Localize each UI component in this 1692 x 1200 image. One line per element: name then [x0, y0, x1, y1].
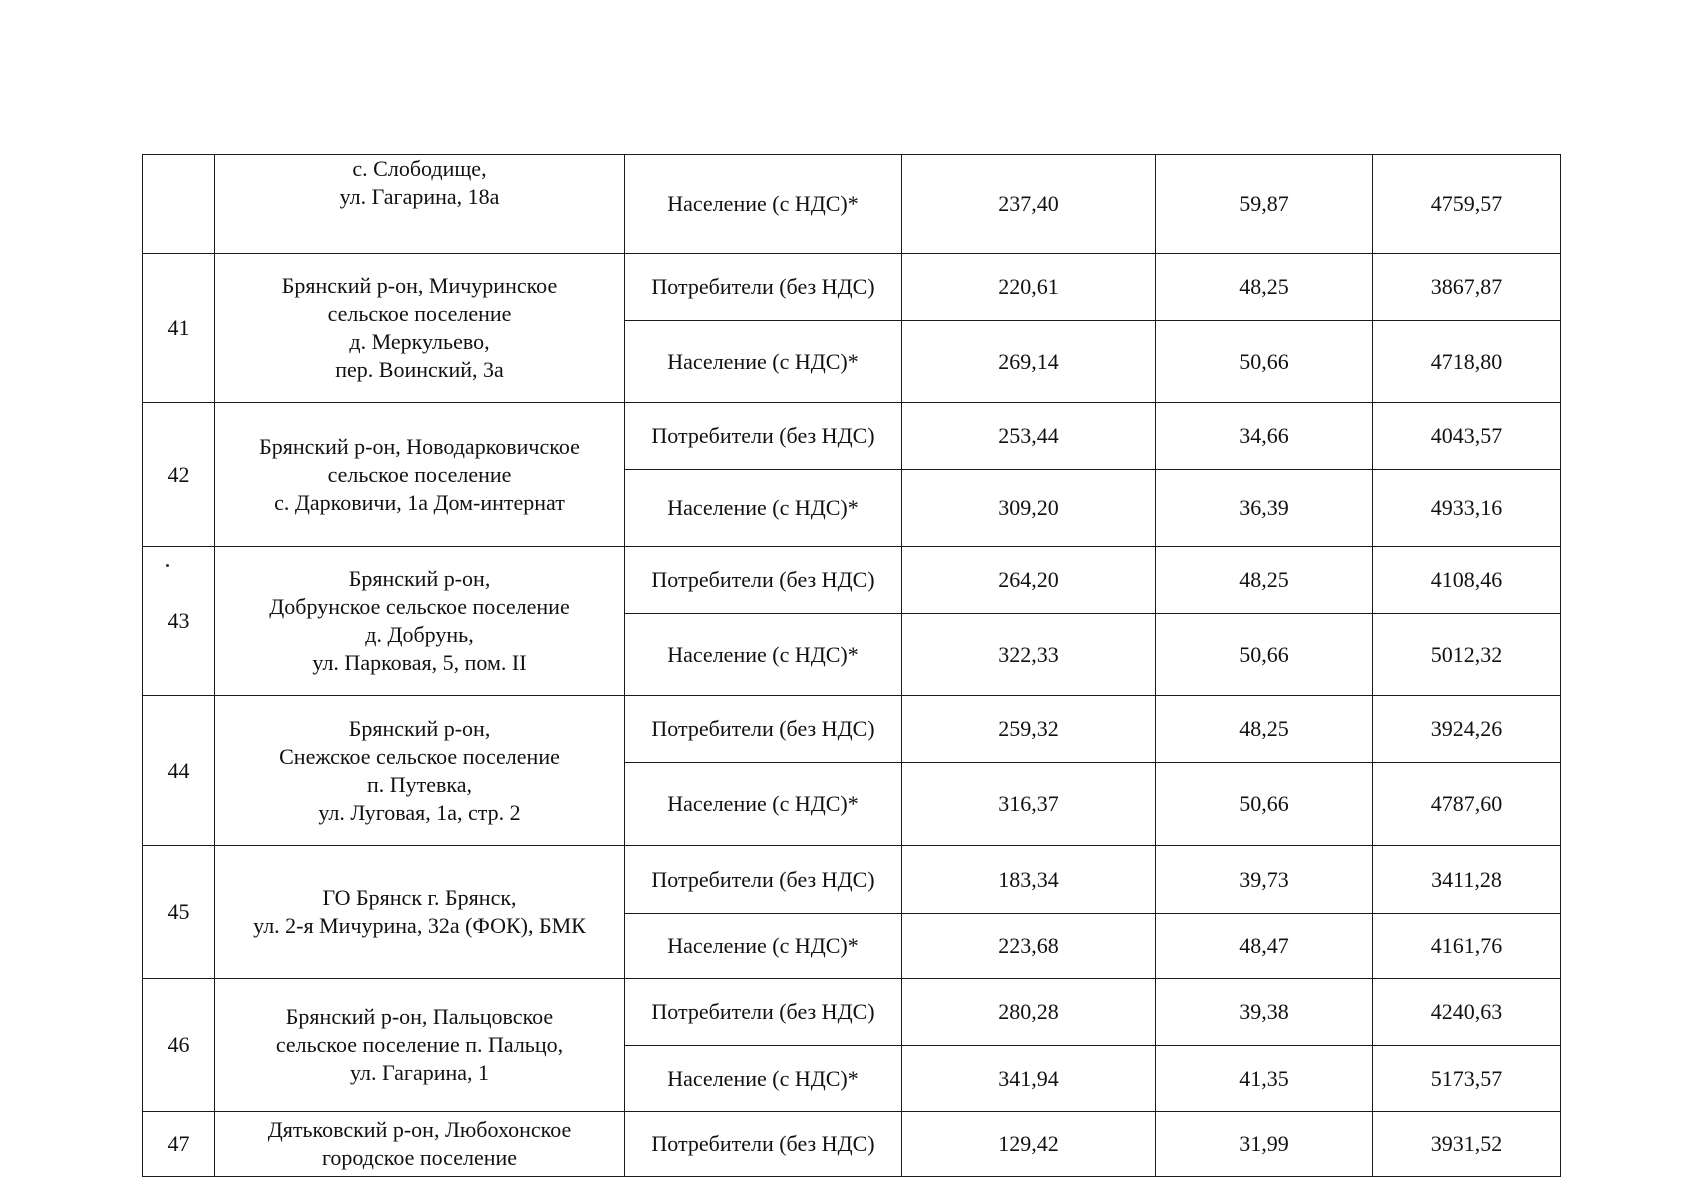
category-cell: Население (с НДС)* [625, 470, 902, 547]
category-cell: Потребители (без НДС) [625, 696, 902, 763]
row-number: 43 [143, 547, 215, 696]
category-cell: Потребители (без НДС) [625, 846, 902, 914]
value-cell: 59,87 [1156, 155, 1373, 254]
address-cell: Брянский р-он, Новодарковичское сельское поселение с. Дарковичи, 1а Дом-интернат [215, 403, 625, 547]
value-cell: 50,66 [1156, 763, 1373, 846]
row-number: 46 [143, 979, 215, 1112]
value-cell: 50,66 [1156, 321, 1373, 403]
address-cell: ГО Брянск г. Брянск, ул. 2-я Мичурина, 32а (ФОК), БМК [215, 846, 625, 979]
category-cell: Население (с НДС)* [625, 155, 902, 254]
value-cell: 5173,57 [1373, 1046, 1561, 1112]
value-cell: 280,28 [902, 979, 1156, 1046]
category-cell: Население (с НДС)* [625, 763, 902, 846]
table-row [143, 547, 1561, 614]
value-cell: 4718,80 [1373, 321, 1561, 403]
value-cell: 4787,60 [1373, 763, 1561, 846]
category-cell: Население (с НДС)* [625, 321, 902, 403]
value-cell: 223,68 [902, 914, 1156, 979]
value-cell: 39,73 [1156, 846, 1373, 914]
table-row [143, 1112, 1561, 1177]
value-cell: 48,47 [1156, 914, 1373, 979]
row-number: 42 [143, 403, 215, 547]
value-cell: 5012,32 [1373, 614, 1561, 696]
value-cell: 41,35 [1156, 1046, 1373, 1112]
row-number: 45 [143, 846, 215, 979]
value-cell: 4759,57 [1373, 155, 1561, 254]
category-cell: Потребители (без НДС) [625, 547, 902, 614]
value-cell: 259,32 [902, 696, 1156, 763]
value-cell: 48,25 [1156, 547, 1373, 614]
table-row [143, 254, 1561, 321]
address-cell: с. Слободище, ул. Гагарина, 18а [215, 155, 625, 254]
address-cell: Брянский р-он, Пальцовское сельское поселение п. Пальцо, ул. Гагарина, 1 [215, 979, 625, 1112]
address-cell: Брянский р-он, Мичуринское сельское поселение д. Меркульево, пер. Воинский, 3а [215, 254, 625, 403]
value-cell: 269,14 [902, 321, 1156, 403]
value-cell: 3411,28 [1373, 846, 1561, 914]
category-cell: Потребители (без НДС) [625, 254, 902, 321]
row-number: 47 [143, 1112, 215, 1177]
value-cell: 3924,26 [1373, 696, 1561, 763]
row-number: 41 [143, 254, 215, 403]
category-cell: Потребители (без НДС) [625, 979, 902, 1046]
value-cell: 36,39 [1156, 470, 1373, 547]
value-cell: 253,44 [902, 403, 1156, 470]
table-row [143, 846, 1561, 914]
table-row [143, 979, 1561, 1046]
address-cell: Брянский р-он, Добрунское сельское поселение д. Добрунь, ул. Парковая, 5, пом. II [215, 547, 625, 696]
value-cell: 4108,46 [1373, 547, 1561, 614]
value-cell: 50,66 [1156, 614, 1373, 696]
category-cell: Население (с НДС)* [625, 914, 902, 979]
value-cell: 220,61 [902, 254, 1156, 321]
address-cell: Дятьковский р-он, Любохонское городское поселение [215, 1112, 625, 1177]
value-cell: 3931,52 [1373, 1112, 1561, 1177]
row-number [143, 155, 215, 254]
value-cell: 39,38 [1156, 979, 1373, 1046]
value-cell: 34,66 [1156, 403, 1373, 470]
table-row [143, 155, 1561, 254]
value-cell: 4043,57 [1373, 403, 1561, 470]
table-row [143, 696, 1561, 763]
value-cell: 316,37 [902, 763, 1156, 846]
value-cell: 4933,16 [1373, 470, 1561, 547]
address-cell: Брянский р-он, Снежское сельское поселение п. Путевка, ул. Луговая, 1а, стр. 2 [215, 696, 625, 846]
value-cell: 322,33 [902, 614, 1156, 696]
category-cell: Население (с НДС)* [625, 614, 902, 696]
value-cell: 31,99 [1156, 1112, 1373, 1177]
value-cell: 237,40 [902, 155, 1156, 254]
table-row [143, 403, 1561, 470]
value-cell: 129,42 [902, 1112, 1156, 1177]
value-cell: 4161,76 [1373, 914, 1561, 979]
value-cell: 341,94 [902, 1046, 1156, 1112]
value-cell: 3867,87 [1373, 254, 1561, 321]
value-cell: 48,25 [1156, 696, 1373, 763]
value-cell: 48,25 [1156, 254, 1373, 321]
tariff-table [142, 154, 1561, 1177]
category-cell: Население (с НДС)* [625, 1046, 902, 1112]
value-cell: 4240,63 [1373, 979, 1561, 1046]
scan-speck [166, 564, 169, 567]
category-cell: Потребители (без НДС) [625, 403, 902, 470]
value-cell: 309,20 [902, 470, 1156, 547]
value-cell: 183,34 [902, 846, 1156, 914]
value-cell: 264,20 [902, 547, 1156, 614]
row-number: 44 [143, 696, 215, 846]
category-cell: Потребители (без НДС) [625, 1112, 902, 1177]
